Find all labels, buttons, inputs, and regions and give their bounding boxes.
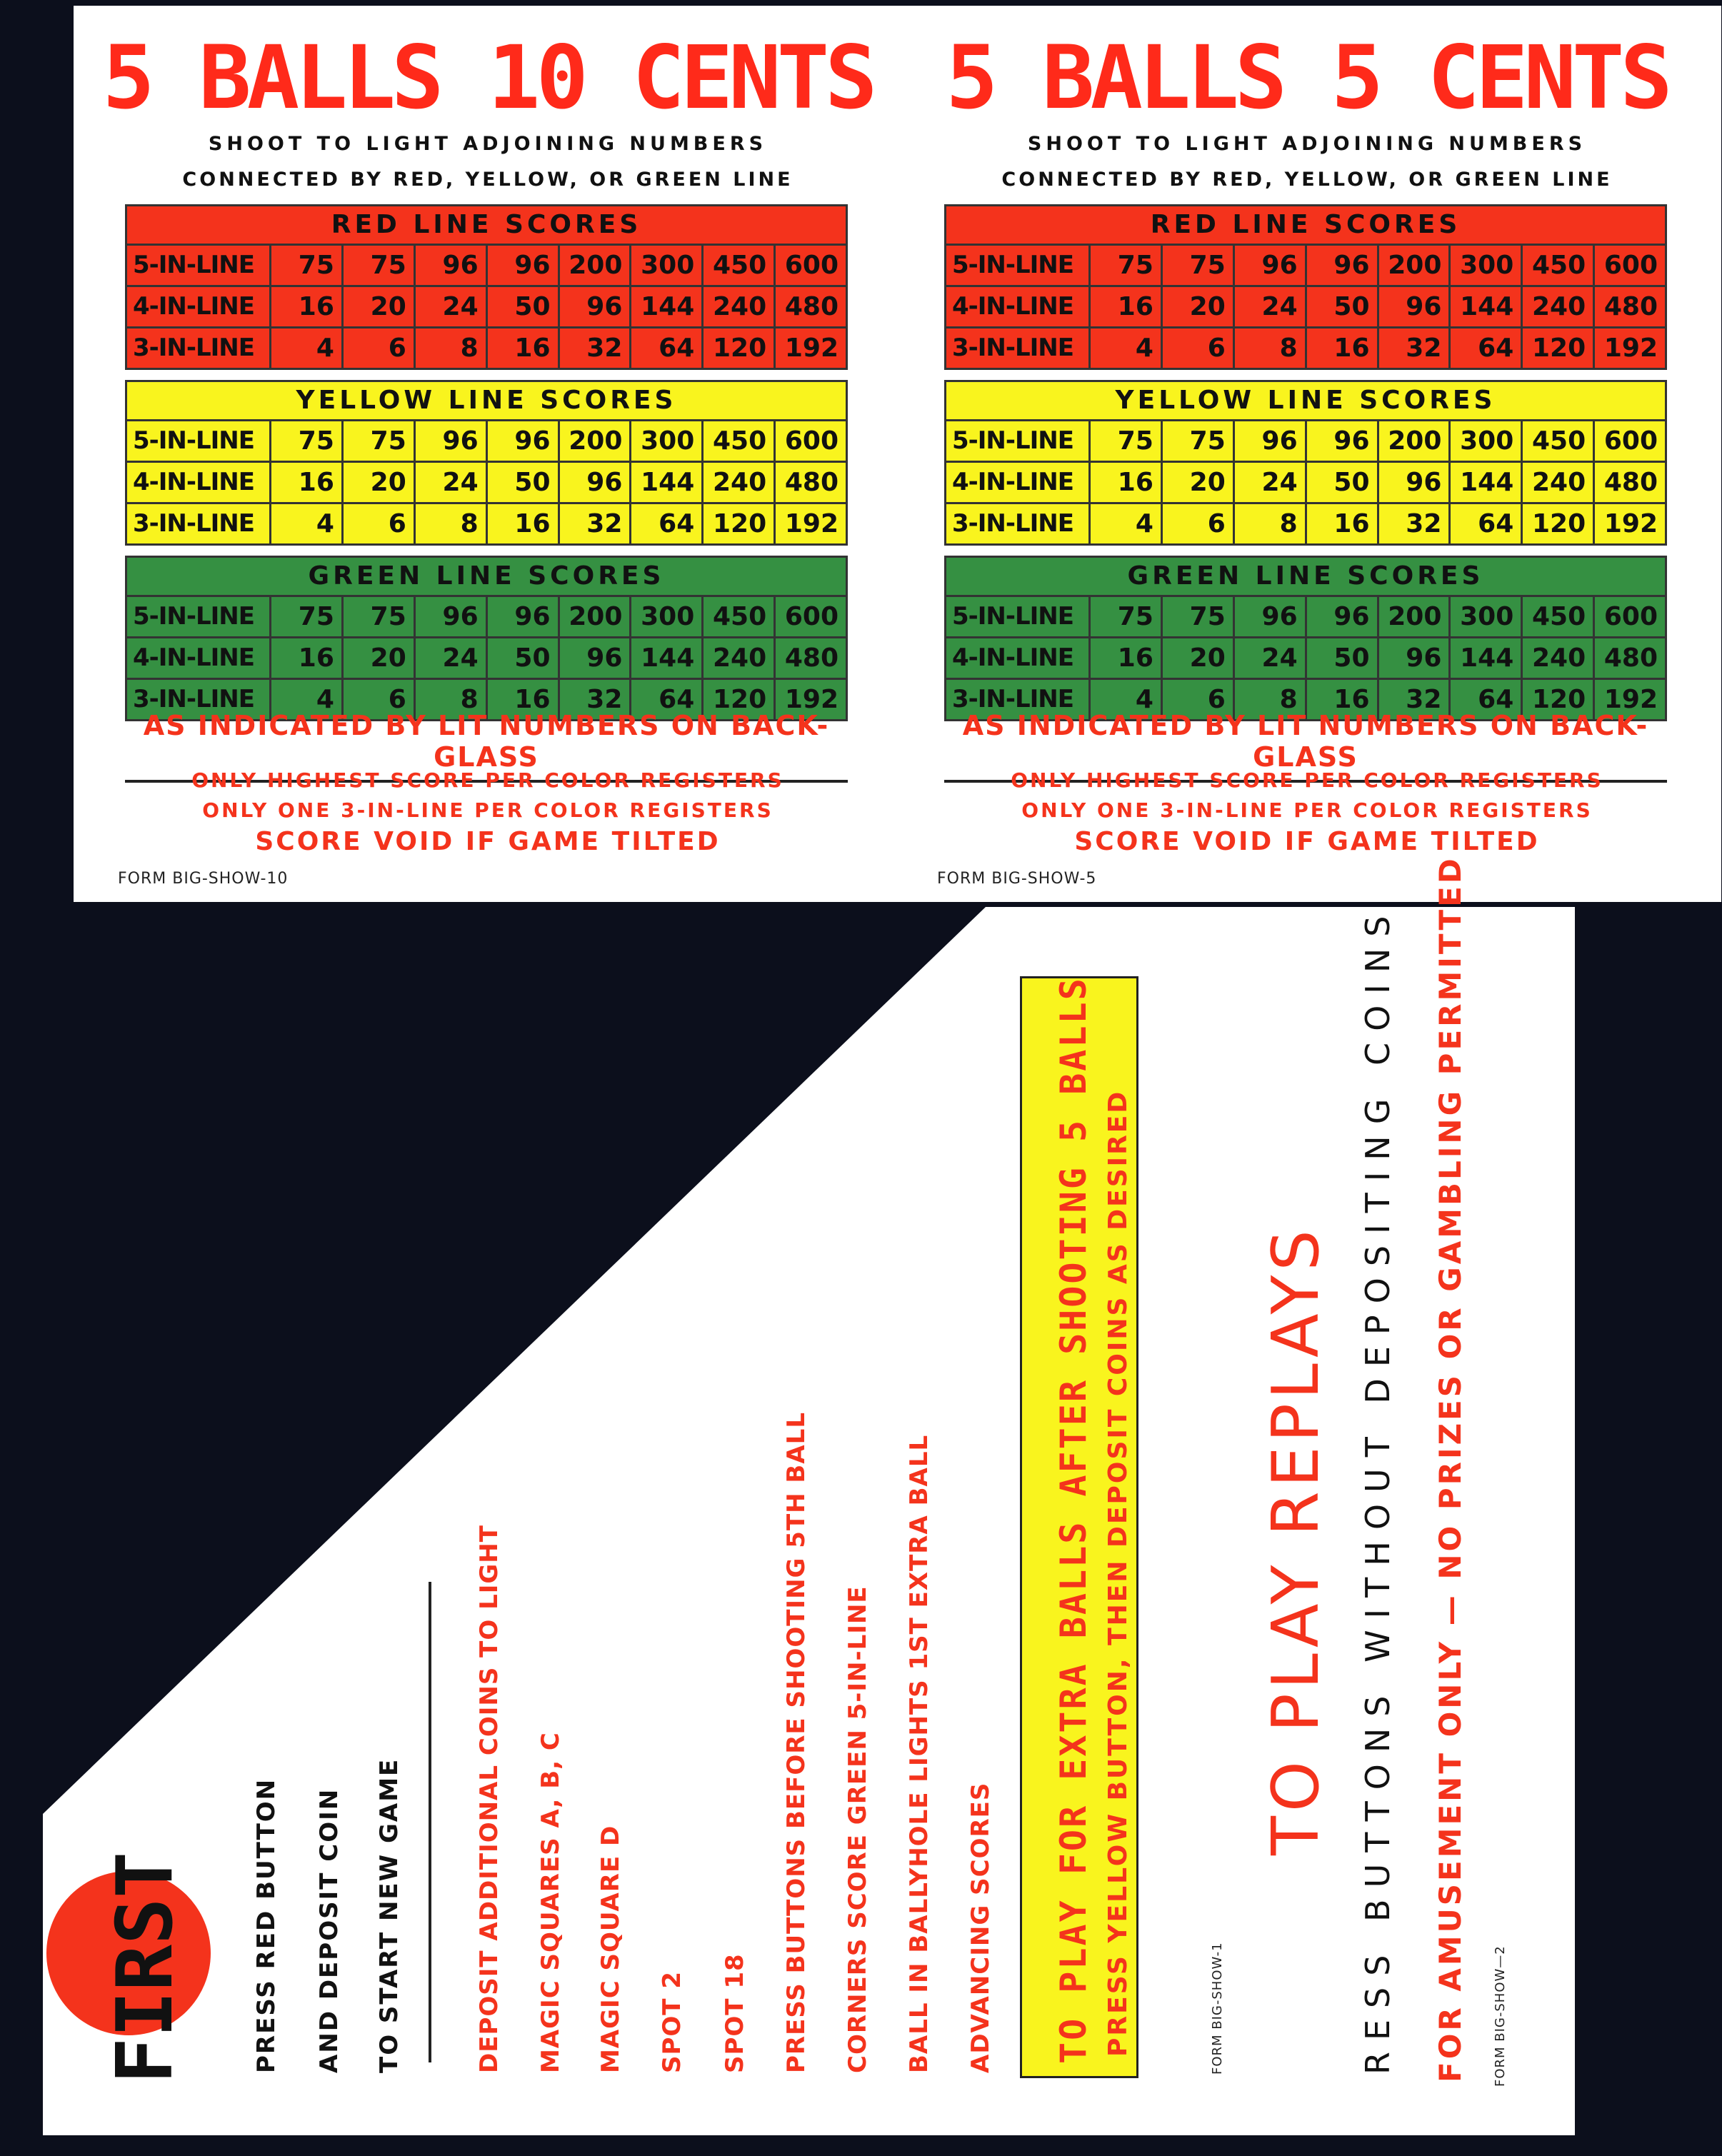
score-cell: 4	[271, 680, 344, 719]
score-cell: 480	[784, 468, 839, 497]
score-cell: 8	[416, 329, 488, 368]
score-cell: 64	[1451, 329, 1523, 368]
score-cell: 8	[1235, 680, 1307, 719]
form-number: FORM BIG-SHOW-10	[118, 870, 289, 888]
score-cell: 120	[1523, 680, 1595, 719]
score-cell: 450	[1523, 421, 1595, 461]
table-row	[127, 246, 846, 287]
score-cell: 96	[1307, 246, 1379, 285]
card-subtitle-2: CONNECTED BY RED, YELLOW, OR GREEN LINE	[182, 169, 794, 191]
score-cell: 192	[784, 685, 839, 714]
score-cell: 4	[271, 504, 344, 543]
section-heading: RED LINE SCORES	[946, 206, 1665, 246]
row-label: 3-IN-LINE	[946, 680, 1091, 719]
score-cell: 96	[488, 421, 560, 461]
score-cell: 450	[704, 246, 776, 285]
score-cell: 96	[1235, 597, 1307, 636]
score-cell: 64	[1451, 680, 1523, 719]
table-row	[946, 463, 1665, 504]
table-row	[127, 463, 846, 504]
score-cell: 480	[784, 292, 839, 321]
yellow-line-scores	[125, 380, 848, 546]
row-label: 3-IN-LINE	[946, 329, 1091, 368]
instruction-item: MAGIC SQUARES A, B, C	[536, 1732, 565, 2073]
card-title: 5 BALLS 5 CENTS	[946, 27, 1668, 129]
section-heading: GREEN LINE SCORES	[127, 558, 846, 597]
score-cell: 120	[1523, 329, 1595, 368]
instruction-item: BALL IN BALLYHOLE LIGHTS 1ST EXTRA BALL	[905, 1434, 933, 2073]
table-row	[127, 504, 846, 543]
score-cell: 75	[1163, 421, 1235, 461]
score-cell: 75	[1163, 597, 1235, 636]
score-cell: 300	[1451, 597, 1523, 636]
instruction-item: PRESS BUTTONS BEFORE SHOOTING 5TH BALL	[782, 1412, 811, 2073]
first-line-1: PRESS RED BUTTON	[252, 1778, 281, 2073]
score-cell: 480	[1603, 292, 1658, 321]
score-cell: 96	[1235, 421, 1307, 461]
table-row	[127, 421, 846, 463]
score-cell: 24	[1235, 638, 1307, 678]
green-line-scores	[944, 556, 1667, 721]
score-cell: 96	[416, 246, 488, 285]
lit-numbers-note: AS INDICATED BY LIT NUMBERS ON BACK-GLASS	[125, 710, 848, 783]
score-cell: 24	[416, 638, 488, 678]
score-cell: 600	[784, 426, 839, 456]
score-cell: 32	[1379, 504, 1451, 543]
table-row	[946, 504, 1665, 543]
score-cell: 75	[271, 421, 344, 461]
first-line-3: TO START NEW GAME	[375, 1758, 404, 2073]
score-cell: 24	[416, 287, 488, 326]
score-cell: 96	[488, 597, 560, 636]
row-label: 5-IN-LINE	[127, 597, 271, 636]
score-cell: 240	[1523, 287, 1595, 326]
score-cell: 96	[1379, 638, 1451, 678]
score-cell: 450	[1523, 597, 1595, 636]
first-label: FIRST	[101, 1851, 190, 2084]
score-cell: 300	[1451, 246, 1523, 285]
score-cell: 96	[1379, 463, 1451, 502]
score-cell: 75	[1091, 597, 1163, 636]
rule-tilt-void: SCORE VOID IF GAME TILTED	[255, 827, 721, 856]
score-cell: 300	[631, 597, 704, 636]
score-cell: 450	[704, 597, 776, 636]
score-cell: 96	[560, 463, 632, 502]
score-cell: 200	[560, 597, 632, 636]
row-label: 5-IN-LINE	[127, 246, 271, 285]
rule-highest-score: ONLY HIGHEST SCORE PER COLOR REGISTERS	[1011, 768, 1603, 792]
score-cell: 6	[1163, 680, 1235, 719]
score-cell: 16	[1091, 287, 1163, 326]
score-cell: 96	[1307, 421, 1379, 461]
score-cell: 16	[1091, 638, 1163, 678]
replays-subtitle: RESS BUTTONS WITHOUT DEPOSITING COINS	[1358, 904, 1397, 2075]
score-cell: 20	[344, 463, 416, 502]
score-cell: 192	[1603, 334, 1658, 363]
score-cell: 16	[1307, 504, 1379, 543]
card-title: 5 BALLS 10 CENTS	[102, 27, 873, 129]
row-label: 3-IN-LINE	[127, 329, 271, 368]
first-line-2: AND DEPOSIT COIN	[315, 1788, 344, 2073]
row-label: 4-IN-LINE	[127, 463, 271, 502]
score-cell: 16	[271, 463, 344, 502]
lit-numbers-note: AS INDICATED BY LIT NUMBERS ON BACK-GLASS	[944, 710, 1667, 783]
table-row	[127, 287, 846, 329]
score-cell: 450	[1523, 246, 1595, 285]
score-cell: 32	[560, 504, 632, 543]
row-label: 4-IN-LINE	[127, 287, 271, 326]
score-cell: 96	[560, 287, 632, 326]
score-cell: 144	[631, 287, 704, 326]
score-cell: 240	[704, 463, 776, 502]
yellow-line-scores	[944, 380, 1667, 546]
score-cell: 144	[1451, 287, 1523, 326]
extra-balls-subtitle: PRESS YELLOW BUTTON, THEN DEPOSIT COINS AS DESIRED	[1103, 1089, 1133, 2057]
form-number-2: FORM BIG-SHOW—2	[1493, 1945, 1508, 2087]
table-row	[946, 638, 1665, 680]
instruction-item: CORNERS SCORE GREEN 5-IN-LINE	[844, 1585, 872, 2073]
table-row	[946, 597, 1665, 638]
extra-balls-title: TO PLAY FOR EXTRA BALLS AFTER SHOOTING 5 BALLS	[1053, 976, 1094, 2064]
divider-line	[429, 1582, 431, 2062]
score-cell: 16	[1091, 463, 1163, 502]
score-cell: 144	[631, 638, 704, 678]
score-cell: 24	[416, 463, 488, 502]
score-cell: 144	[631, 463, 704, 502]
score-cell: 240	[1523, 463, 1595, 502]
card-subtitle-1: SHOOT TO LIGHT ADJOINING NUMBERS	[1027, 133, 1587, 155]
score-cell: 96	[416, 421, 488, 461]
score-cell: 120	[704, 504, 776, 543]
score-cell: 16	[488, 329, 560, 368]
score-cell: 600	[1603, 251, 1658, 280]
score-table	[125, 204, 848, 731]
score-cell: 75	[344, 597, 416, 636]
score-cell: 600	[1603, 602, 1658, 631]
rule-one-three-in-line: ONLY ONE 3-IN-LINE PER COLOR REGISTERS	[1021, 798, 1593, 822]
score-cell: 8	[416, 680, 488, 719]
score-cell: 600	[784, 602, 839, 631]
row-label: 5-IN-LINE	[127, 421, 271, 461]
section-heading: YELLOW LINE SCORES	[127, 382, 846, 421]
score-table	[944, 204, 1667, 731]
score-cell: 16	[271, 638, 344, 678]
table-row	[946, 421, 1665, 463]
score-cell: 75	[344, 421, 416, 461]
score-cell: 6	[1163, 504, 1235, 543]
score-cell: 8	[416, 504, 488, 543]
card-subtitle-1: SHOOT TO LIGHT ADJOINING NUMBERS	[208, 133, 768, 155]
instruction-item: DEPOSIT ADDITIONAL COINS TO LIGHT	[475, 1525, 504, 2073]
score-cell: 50	[488, 287, 560, 326]
score-cell: 96	[1307, 597, 1379, 636]
score-cell: 240	[704, 638, 776, 678]
score-cell: 64	[631, 680, 704, 719]
score-cell: 96	[488, 246, 560, 285]
table-row	[946, 287, 1665, 329]
score-cell: 120	[704, 680, 776, 719]
score-cell: 24	[1235, 463, 1307, 502]
score-cell: 300	[631, 246, 704, 285]
score-cell: 600	[784, 251, 839, 280]
green-line-scores	[125, 556, 848, 721]
score-cell: 20	[1163, 287, 1235, 326]
score-cell: 50	[488, 638, 560, 678]
score-cell: 192	[1603, 685, 1658, 714]
form-number: FORM BIG-SHOW-5	[937, 870, 1097, 888]
section-heading: GREEN LINE SCORES	[946, 558, 1665, 597]
row-label: 3-IN-LINE	[946, 504, 1091, 543]
score-cell: 200	[1379, 421, 1451, 461]
score-cell: 4	[1091, 504, 1163, 543]
row-label: 5-IN-LINE	[946, 246, 1091, 285]
score-cell: 75	[1163, 246, 1235, 285]
red-line-scores	[125, 204, 848, 370]
score-cell: 120	[1523, 504, 1595, 543]
row-label: 4-IN-LINE	[946, 463, 1091, 502]
row-label: 5-IN-LINE	[946, 421, 1091, 461]
score-cell: 144	[1451, 463, 1523, 502]
score-cell: 200	[1379, 246, 1451, 285]
rule-one-three-in-line: ONLY ONE 3-IN-LINE PER COLOR REGISTERS	[202, 798, 774, 822]
card-subtitle-2: CONNECTED BY RED, YELLOW, OR GREEN LINE	[1001, 169, 1613, 191]
instruction-item: SPOT 2	[658, 1971, 686, 2073]
score-cell: 75	[271, 597, 344, 636]
score-cell: 192	[784, 334, 839, 363]
score-cell: 192	[784, 509, 839, 538]
score-cell: 480	[1603, 643, 1658, 673]
score-cell: 16	[271, 287, 344, 326]
score-cell: 96	[560, 638, 632, 678]
score-cell: 50	[1307, 287, 1379, 326]
score-cell: 16	[488, 680, 560, 719]
score-cell: 8	[1235, 329, 1307, 368]
score-cell: 75	[1091, 421, 1163, 461]
score-cell: 50	[1307, 463, 1379, 502]
score-cell: 20	[1163, 638, 1235, 678]
table-row	[946, 329, 1665, 368]
score-cell: 75	[271, 246, 344, 285]
score-cell: 192	[1603, 509, 1658, 538]
score-cell: 8	[1235, 504, 1307, 543]
score-cell: 4	[271, 329, 344, 368]
score-cell: 20	[344, 287, 416, 326]
score-cell: 20	[1163, 463, 1235, 502]
score-cell: 480	[784, 643, 839, 673]
score-cell: 75	[1091, 246, 1163, 285]
score-cell: 50	[1307, 638, 1379, 678]
score-cell: 6	[344, 504, 416, 543]
table-row	[946, 246, 1665, 287]
table-row	[127, 329, 846, 368]
form-number-1: FORM BIG-SHOW-1	[1210, 1942, 1225, 2075]
score-cell: 32	[1379, 680, 1451, 719]
score-cell: 480	[1603, 468, 1658, 497]
instruction-item: SPOT 18	[721, 1953, 749, 2073]
score-cell: 50	[488, 463, 560, 502]
score-cell: 450	[704, 421, 776, 461]
row-label: 5-IN-LINE	[946, 597, 1091, 636]
score-cell: 96	[1379, 287, 1451, 326]
instruction-item: MAGIC SQUARE D	[596, 1825, 625, 2073]
score-cell: 24	[1235, 287, 1307, 326]
score-cell: 6	[344, 329, 416, 368]
score-cell: 200	[560, 421, 632, 461]
score-cell: 4	[1091, 329, 1163, 368]
section-heading: RED LINE SCORES	[127, 206, 846, 246]
score-cell: 300	[1451, 421, 1523, 461]
score-cell: 200	[560, 246, 632, 285]
amusement-notice: FOR AMUSEMENT ONLY — NO PRIZES OR GAMBLING PERMITTED	[1433, 856, 1468, 2082]
score-cell: 6	[1163, 329, 1235, 368]
score-cell: 4	[1091, 680, 1163, 719]
score-cell: 32	[1379, 329, 1451, 368]
score-cell: 6	[344, 680, 416, 719]
score-cell: 96	[1235, 246, 1307, 285]
score-cell: 600	[1603, 426, 1658, 456]
rule-highest-score: ONLY HIGHEST SCORE PER COLOR REGISTERS	[191, 768, 784, 792]
section-heading: YELLOW LINE SCORES	[946, 382, 1665, 421]
score-cell: 300	[631, 421, 704, 461]
score-cell: 240	[1523, 638, 1595, 678]
row-label: 4-IN-LINE	[946, 287, 1091, 326]
replays-title: TO PLAY REPLAYS	[1258, 1225, 1333, 1855]
score-cell: 200	[1379, 597, 1451, 636]
score-cell: 96	[416, 597, 488, 636]
score-cell: 64	[631, 504, 704, 543]
red-line-scores	[944, 204, 1667, 370]
score-cell: 16	[1307, 329, 1379, 368]
score-cell: 144	[1451, 638, 1523, 678]
score-cell: 120	[704, 329, 776, 368]
score-cell: 16	[1307, 680, 1379, 719]
score-cell: 32	[560, 329, 632, 368]
score-cell: 32	[560, 680, 632, 719]
score-card-10-cents	[74, 6, 902, 902]
table-row	[127, 638, 846, 680]
score-cell: 20	[344, 638, 416, 678]
score-cell: 16	[488, 504, 560, 543]
score-cell: 75	[344, 246, 416, 285]
table-row	[127, 597, 846, 638]
row-label: 3-IN-LINE	[127, 504, 271, 543]
row-label: 4-IN-LINE	[946, 638, 1091, 678]
row-label: 3-IN-LINE	[127, 680, 271, 719]
score-card-5-cents	[893, 6, 1721, 902]
score-cell: 64	[1451, 504, 1523, 543]
score-cell: 240	[704, 287, 776, 326]
row-label: 4-IN-LINE	[127, 638, 271, 678]
score-cell: 64	[631, 329, 704, 368]
rule-tilt-void: SCORE VOID IF GAME TILTED	[1074, 827, 1540, 856]
instruction-item: ADVANCING SCORES	[966, 1782, 995, 2073]
